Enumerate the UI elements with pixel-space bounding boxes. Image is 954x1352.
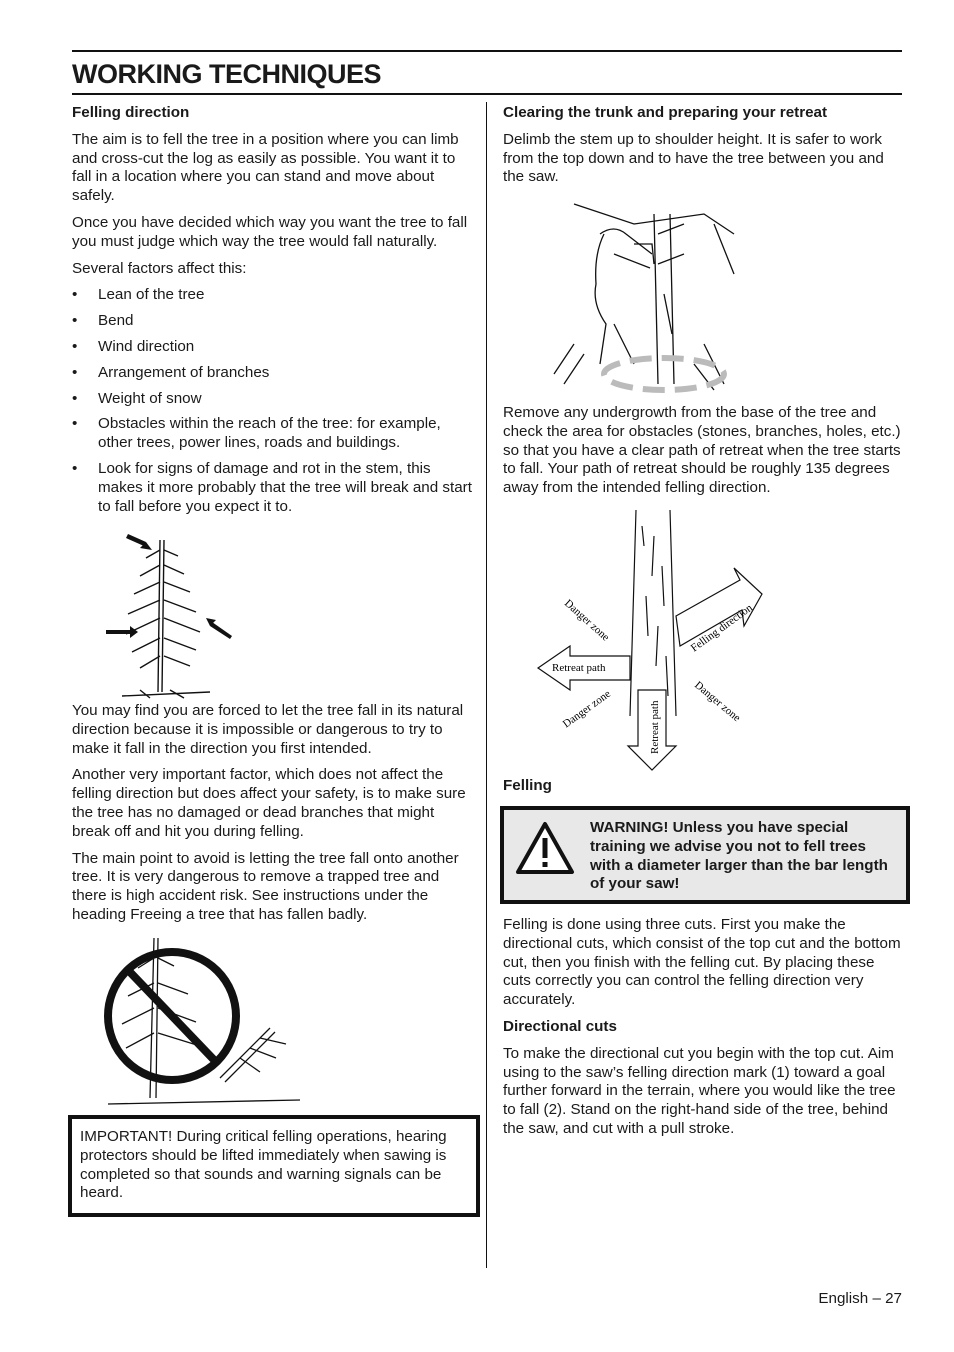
list-item: • Lean of the tree <box>72 286 472 305</box>
delimbing-illustration <box>534 194 744 400</box>
header-top-rule <box>72 50 902 52</box>
directional-cuts-p1: To make the directional cut you begin with the top cut. Aim using to the saw’s felling direction mark (1) toward a goal further forward in the terrain, where you would like the tree to fall (2). Stand on the right-hand side of the tree, behind the saw, and cut with a pull stroke. <box>503 1044 896 1137</box>
retreat-p: Remove any undergrowth from the base of the tree and check the area for obstacles (stones, branches, holes, etc.) so that you have a clear path of retreat when the tree starts to fall. Your path of retreat should be roughly 135 degrees away from the intended felling direction. <box>503 404 901 497</box>
trapped-tree-prohibited-illustration <box>100 928 310 1108</box>
natural-direction-section <box>72 702 472 933</box>
retreat-path-label-horizontal: Retreat path <box>552 662 606 674</box>
retreat-path-diagram <box>530 506 780 774</box>
factors-list <box>72 286 472 516</box>
felling-direction-p3: Several factors affect this: <box>72 259 247 277</box>
list-item: • Weight of snow <box>72 390 472 409</box>
clearing-p1: Delimb the stem up to shoulder height. It is safer to work from the top down and to have the tree between you and the saw. <box>503 130 884 186</box>
warning-box <box>500 806 910 904</box>
page-number: English – 27 <box>818 1290 902 1307</box>
dead-branches-p: Another very important factor, which does not affect the felling direction but does affect your safety, is to make sure the tree has no damaged or dead branches that might break off and hit you during felling. <box>72 766 466 840</box>
felling-text-section <box>503 916 903 1147</box>
felling-direction-section <box>72 104 472 524</box>
list-item: • Look for signs of damage and rot in the stem, this makes it more probably that the tree will break and start to fall before you expect it to. <box>72 460 472 516</box>
clearing-heading: Clearing the trunk and preparing your retreat <box>503 104 828 121</box>
tree-factors-illustration <box>100 520 250 700</box>
trapped-tree-p: The main point to avoid is letting the tree fall onto another tree. It is very dangerous to remove a trapped tree and there is high accident risk. See instructions under the heading Freeing a tree that has fallen badly. <box>72 849 459 923</box>
clearing-section <box>503 104 903 195</box>
danger-zone-label-upper-left: Danger zone <box>561 597 612 644</box>
felling-direction-heading: Felling direction <box>72 104 190 121</box>
page-title: WORKING TECHNIQUES <box>72 59 382 89</box>
retreat-path-label-vertical: Retreat path <box>649 700 661 754</box>
directional-cuts-heading: Directional cuts <box>503 1017 617 1035</box>
felling-direction-p2: Once you have decided which way you want the tree to fall you must judge which way the tree would fall naturally. <box>72 213 468 250</box>
list-item: • Bend <box>72 312 472 331</box>
retreat-section <box>503 404 903 506</box>
important-notice-box <box>68 1115 480 1217</box>
warning-triangle-icon <box>514 820 576 876</box>
list-item: • Arrangement of branches <box>72 364 472 383</box>
column-divider <box>486 102 487 1268</box>
list-item: • Obstacles within the reach of the tree: for example, other trees, power lines, roads and buildings. <box>72 415 472 453</box>
felling-direction-p1: The aim is to fell the tree in a position where you can limb and cross-cut the log as easily as possible. You want it to fall in a location where you can stand and move about safely. <box>72 130 459 205</box>
felling-p1: Felling is done using three cuts. First you make the directional cuts, which consist of the top cut and the bottom cut, then you finish with the felling cut. By placing these cuts correctly you can control the felling direction very accurately. <box>503 916 901 1009</box>
danger-zone-label-lower-left: Danger zone <box>560 687 613 731</box>
header-bottom-rule <box>72 93 902 95</box>
list-item: • Wind direction <box>72 338 472 357</box>
warning-text: WARNING! Unless you have special training we advise you not to fell trees with a diameter larger than the bar length of your saw! <box>590 819 888 893</box>
felling-direction-label: Felling direction <box>688 601 755 655</box>
danger-zone-label-lower-right: Danger zone <box>692 679 743 725</box>
important-notice-text: IMPORTANT! During critical felling operations, hearing protectors should be lifted immediately when sawing is completed so that sounds and warning signals can be heard. <box>80 1128 447 1202</box>
felling-heading: Felling <box>503 777 552 794</box>
natural-direction-p: You may find you are forced to let the tree fall in its natural direction because it is impossible or dangerous to try to make it fall in the direction you first intended. <box>72 702 464 757</box>
felling-heading-block <box>503 777 903 804</box>
